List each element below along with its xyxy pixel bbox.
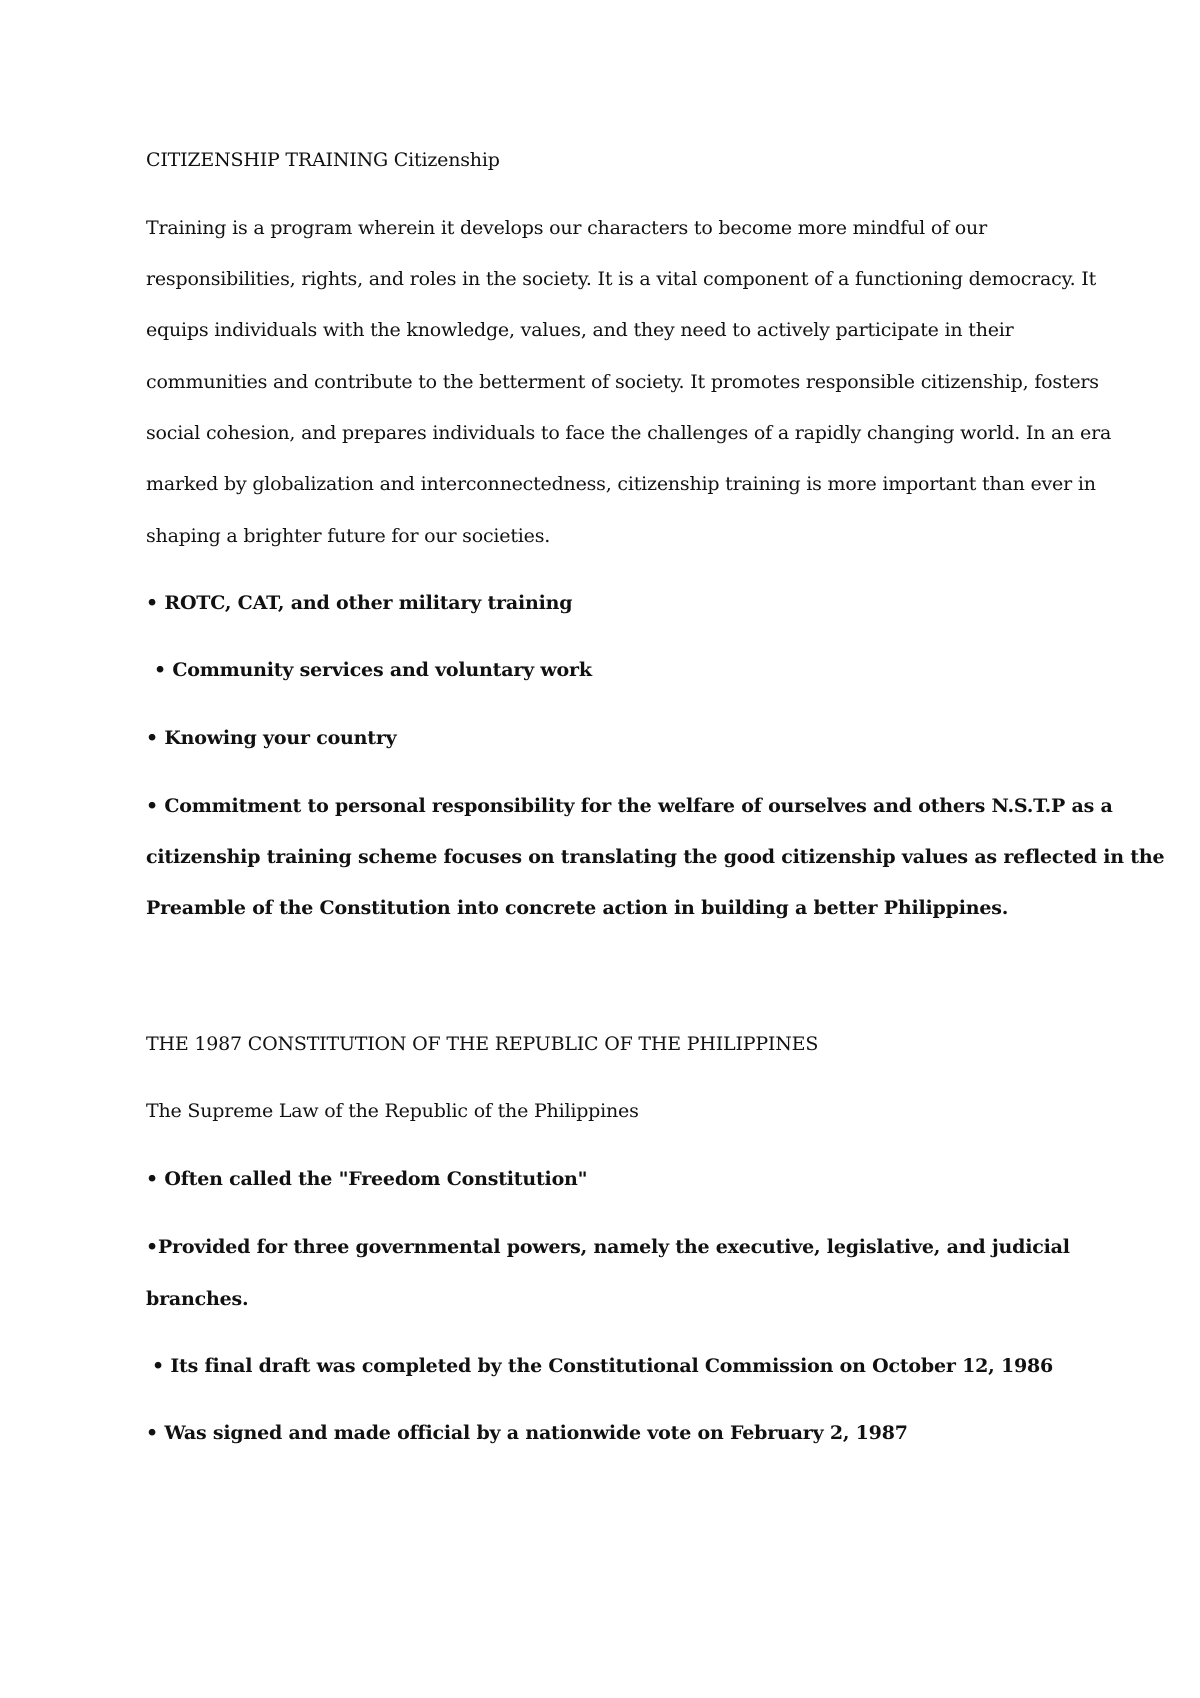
bullet-knowing-your-country: • Knowing your country xyxy=(146,727,397,749)
bullet-commitment-line: Preamble of the Constitution into concrete action in building a better Philippines. xyxy=(146,897,1009,919)
paragraph-line: Training is a program wherein it develops our characters to become more mindful of our xyxy=(146,217,987,239)
paragraph-line: equips individuals with the knowledge, values, and they need to actively participate in their xyxy=(146,319,1014,341)
section-heading-1987-constitution: THE 1987 CONSTITUTION OF THE REPUBLIC OF THE PHILIPPINES xyxy=(146,1033,819,1055)
bullet-community-services: • Community services and voluntary work xyxy=(154,659,592,681)
paragraph-line: shaping a brighter future for our societies. xyxy=(146,525,551,547)
bullet-military-training: • ROTC, CAT, and other military training xyxy=(146,592,573,614)
bullet-signed-official: • Was signed and made official by a nationwide vote on February 2, 1987 xyxy=(146,1422,908,1444)
paragraph-line: marked by globalization and interconnectedness, citizenship training is more important than ever in xyxy=(146,473,1096,495)
paragraph-line: responsibilities, rights, and roles in the society. It is a vital component of a functioning democracy. It xyxy=(146,268,1097,290)
bullet-governmental-powers: •Provided for three governmental powers, namely the executive, legislative, and judicial xyxy=(146,1236,1070,1258)
section-heading-citizenship-training: CITIZENSHIP TRAINING Citizenship xyxy=(146,149,500,171)
bullet-commitment-line: • Commitment to personal responsibility for the welfare of ourselves and others N.S.T.P as a xyxy=(146,795,1113,817)
bullet-commitment-line: citizenship training scheme focuses on translating the good citizenship values as reflected in the xyxy=(146,846,1165,868)
bullet-governmental-powers-continued: branches. xyxy=(146,1288,249,1310)
paragraph-line: social cohesion, and prepares individuals to face the challenges of a rapidly changing world. In an era xyxy=(146,422,1112,444)
paragraph-line: communities and contribute to the betterment of society. It promotes responsible citizenship, fosters xyxy=(146,371,1099,393)
bullet-freedom-constitution: • Often called the "Freedom Constitution" xyxy=(146,1168,588,1190)
section-subtitle: The Supreme Law of the Republic of the Philippines xyxy=(146,1100,639,1122)
bullet-final-draft: • Its final draft was completed by the Constitutional Commission on October 12, 1986 xyxy=(152,1355,1054,1377)
